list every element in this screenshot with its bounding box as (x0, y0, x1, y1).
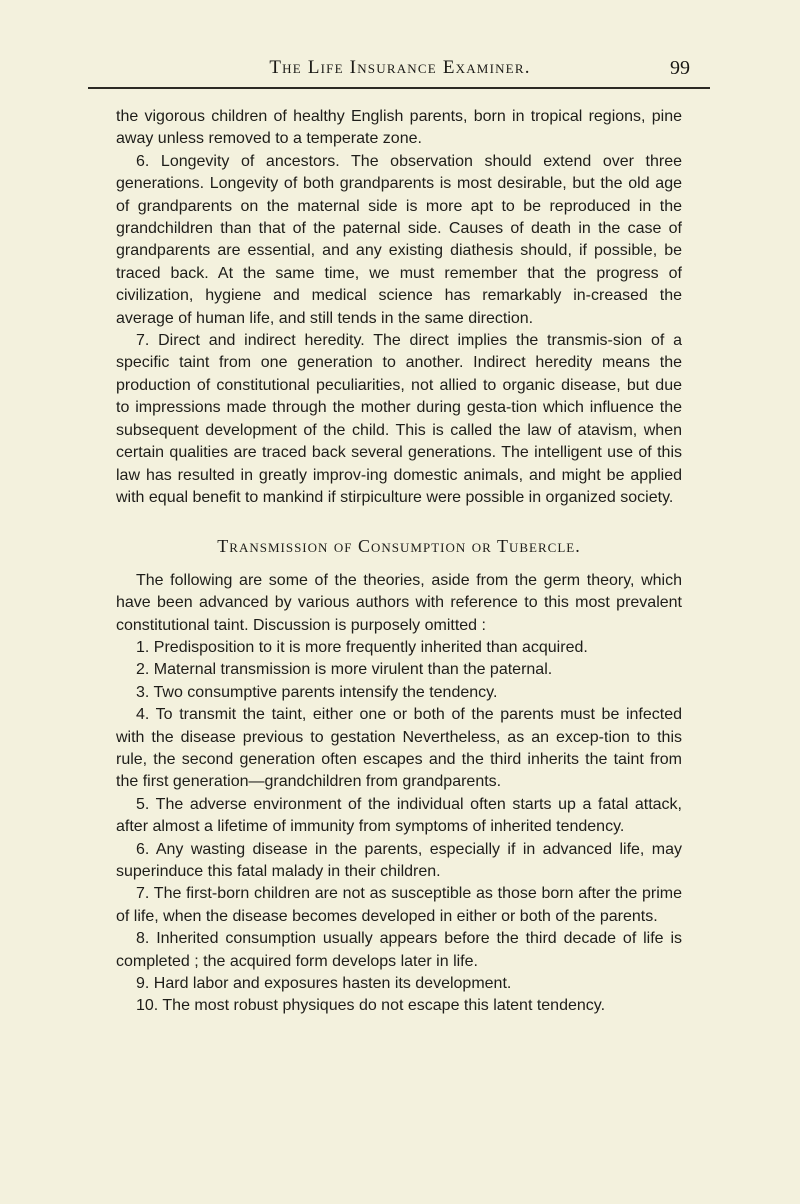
list-item: 7. The first-born children are not as susceptible as those born after the prime of life, when the disease becomes developed in either or both of the parents. (116, 885, 682, 925)
list-item: 3. Two consumptive parents intensify the tendency. (136, 683, 498, 701)
list-item: 4. To transmit the taint, either one or both of the parents must be infected with the disease previous to gestation Nevertheless, as an excep-tion to this rule, the second generation often escapes and the third inherits the taint from the first generation—grandchildren from grandparents. (116, 706, 682, 791)
paragraph-heredity: 7. Direct and indirect heredity. The direct implies the transmis-sion of a specific taint from one generation to another. Indirect heredity means the production of constitutional peculiarities, not allied to organic disease, but due to impressions made through the mother during gesta-tion which influence the subsequent development of the child. This is called the law of atavism, when certain qualities are traced back several generations. The intelligent use of this law has resulted in greatly improv-ing domestic animals, and might be applied with equal benefit to mankind if stirpiculture were possible in organized society. (116, 332, 682, 506)
list-item: 1. Predisposition to it is more frequently inherited than acquired. (136, 638, 588, 656)
running-title: The Life Insurance Examiner. (269, 57, 531, 78)
running-head (0, 57, 800, 81)
list-item: 9. Hard labor and exposures hasten its development. (136, 975, 512, 993)
section-intro: The following are some of the theories, aside from the germ theory, which have been advanced by various authors with reference to this most prevalent constitutional taint. Discussion is purposely omitted : (116, 571, 682, 634)
list-item: 5. The adverse environment of the individual often starts up a fatal attack, after almost a lifetime of immunity from symptoms of inherited tendency. (116, 795, 682, 836)
paragraph-continuation: the vigorous children of healthy English parents, born in tropical regions, pine away unless removed to a temperate zone. (116, 108, 682, 148)
body-text (116, 106, 682, 1018)
list-item: 2. Maternal transmission is more virulent than the paternal. (136, 661, 553, 679)
section-heading: Transmission of Consumption or Tubercle. (217, 536, 581, 557)
header-rule (88, 87, 710, 89)
paragraph-longevity: 6. Longevity of ancestors. The observation should extend over three generations. Longevity of both grandparents is most desirable, but the old age of grandparents on the maternal side is more apt to be reproduced in the grandchildren than that of the paternal side. Causes of death in the case of grandparents are essential, and any existing diathesis should, if possible, be traced back. At the same time, we must remember that the progress of civilization, hygiene and medical science has remarkably in-creased the average of human life, and still tends in the same direction. (116, 152, 682, 327)
page-number: 99 (670, 57, 690, 79)
list-item: 10. The most robust physiques do not escape this latent tendency. (136, 997, 606, 1015)
list-item: 8. Inherited consumption usually appears before the third decade of life is completed ; the acquired form develops later in life. (116, 930, 682, 970)
list-item: 6. Any wasting disease in the parents, especially if in advanced life, may superinduce this fatal malady in their children. (116, 840, 682, 880)
